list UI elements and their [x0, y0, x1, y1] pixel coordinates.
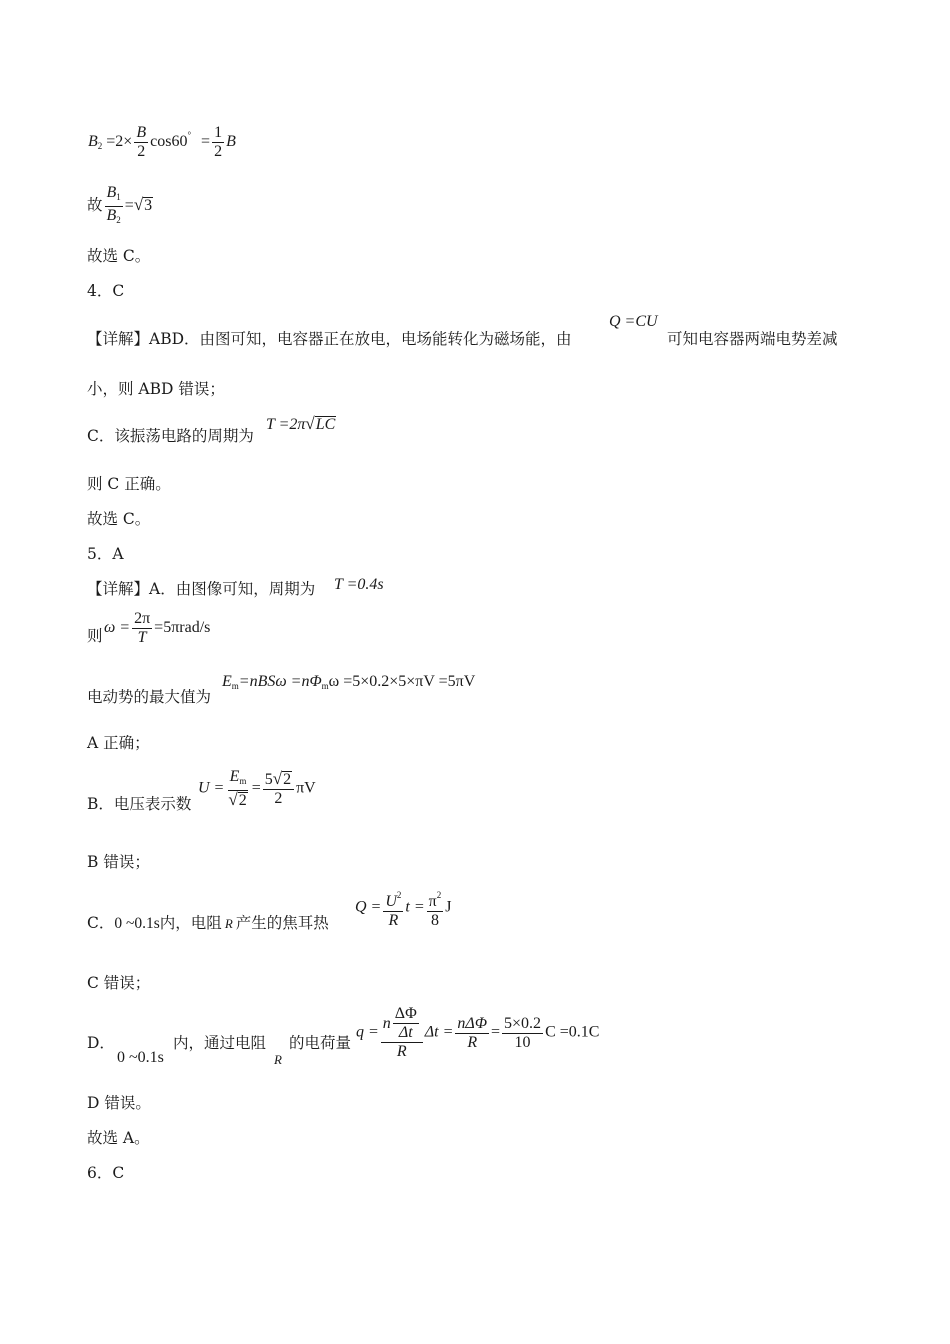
explanation-line: C 错误； — [87, 974, 151, 992]
eq-text: ω =5×0.2×5×πV =5πV — [328, 673, 476, 690]
frac-num: π — [428, 893, 437, 910]
text-span: 内，电阻 — [159, 914, 222, 932]
frac-den: T — [137, 629, 147, 646]
explanation-line: 则 — [87, 627, 103, 645]
fraction — [212, 124, 224, 161]
sqrt-body: 2 — [238, 792, 247, 809]
equation-heat — [355, 886, 451, 930]
frac-num: n — [382, 1014, 391, 1032]
explanation-line: A 正确； — [87, 734, 150, 752]
fraction — [383, 886, 403, 930]
equation-voltage — [198, 768, 316, 810]
eq-sup: 2 — [436, 890, 442, 900]
explanation-line: B．电压表示数 — [87, 795, 192, 813]
explanation-line: 小，则 ABD 错误； — [87, 380, 225, 398]
equation-omega — [104, 610, 210, 647]
eq-text: T =2π — [266, 416, 306, 433]
equation-charge — [356, 1005, 599, 1061]
text-span: 【详解】ABD．由图可知，电容器正在放电，电场能转化为磁场能，由 — [87, 330, 572, 348]
eq-text: = — [124, 197, 134, 215]
sqrt-symbol: √ — [272, 769, 283, 788]
explanation-line: 电动势的最大值为 — [87, 688, 212, 706]
frac-den: 10 — [514, 1033, 531, 1051]
fraction-inner — [393, 1005, 419, 1042]
fraction — [502, 1015, 543, 1052]
eq-var: R — [274, 1052, 282, 1067]
eq-text: =nBSω =nΦ — [238, 673, 322, 690]
frac-den: 2 — [137, 143, 146, 160]
question-number: 5．A — [87, 545, 124, 563]
answer-line: 故选 C。 — [87, 247, 151, 265]
sqrt-symbol: √ — [228, 790, 238, 809]
frac-num: 5 — [264, 771, 273, 788]
fraction — [263, 770, 294, 808]
equation-emf — [222, 673, 475, 691]
eq-text: C =0.1C — [545, 1023, 600, 1041]
eq-var: R — [224, 916, 233, 931]
frac-num: U — [385, 893, 397, 910]
question-number: 6．C — [87, 1164, 125, 1182]
equation-period — [266, 414, 336, 434]
fraction — [427, 886, 444, 930]
eq-sup: ° — [187, 130, 192, 141]
frac-den: Δt — [398, 1024, 413, 1041]
eq-text: =5πrad/s — [154, 619, 211, 637]
frac-num: 1 — [214, 124, 223, 141]
text-prefix: 故 — [87, 196, 103, 215]
frac-den: R — [396, 1043, 407, 1060]
eq-var: B — [88, 133, 98, 151]
eq-sub: 2 — [116, 215, 121, 225]
explanation-line: C．该振荡电路的周期为 — [87, 427, 254, 445]
sqrt-body: 2 — [283, 771, 292, 788]
sqrt-body: LC — [315, 416, 336, 433]
eq-sub: m — [231, 681, 239, 691]
frac-num: E — [229, 768, 240, 785]
explanation-line — [87, 913, 329, 934]
eq-text: Q = — [355, 898, 382, 916]
eq-text: = — [251, 779, 261, 797]
fraction — [455, 1015, 489, 1052]
explanation-line-tail: 的电荷量 — [289, 1034, 352, 1052]
frac-num: nΔΦ — [457, 1014, 487, 1032]
eq-text: J — [445, 898, 452, 916]
question-number: 4．C — [87, 282, 125, 300]
frac-num: 5×0.2 — [504, 1014, 542, 1032]
explanation-line: D 错误。 — [87, 1094, 151, 1112]
explanation-line: 【详解】A．由图像可知，周期为 — [87, 580, 316, 598]
sqrt-symbol: √ — [305, 414, 315, 433]
text-span: C． — [87, 914, 115, 932]
frac-den: B — [106, 207, 117, 224]
text-span: 产生的焦耳热 — [235, 914, 329, 932]
eq-text: q = — [356, 1023, 379, 1041]
frac-den: R — [467, 1033, 478, 1051]
eq-sub: m — [239, 776, 247, 786]
eq-text: ω = — [104, 619, 131, 637]
frac-den: 8 — [430, 912, 439, 929]
eq-range: 0 ~0.1s — [114, 915, 160, 932]
eq-text: Δt = — [424, 1023, 454, 1041]
equation-b2 — [88, 124, 236, 161]
eq-text: = — [491, 1023, 501, 1041]
eq-sub: 2 — [97, 141, 103, 152]
frac-num: 2π — [134, 610, 151, 627]
fraction — [132, 610, 152, 647]
equation-ratio — [87, 184, 153, 229]
fraction — [381, 1005, 423, 1061]
answer-line: 故选 C。 — [87, 510, 151, 528]
fraction — [105, 184, 123, 229]
frac-num: B — [136, 124, 147, 141]
eq-text: U = — [198, 779, 225, 797]
frac-den: 2 — [274, 790, 283, 807]
answer-line: 故选 A。 — [87, 1129, 150, 1147]
frac-num: ΔΦ — [394, 1005, 417, 1022]
eq-text: = — [201, 133, 211, 151]
eq-sup: 2 — [396, 890, 402, 900]
frac-num: B — [106, 184, 117, 201]
fraction — [134, 124, 148, 161]
eq-text: t = — [405, 898, 425, 916]
eq-sub: 1 — [116, 192, 121, 202]
sqrt-body: 3 — [144, 197, 153, 215]
equation-q-cu: Q =CU — [609, 313, 658, 330]
frac-den: R — [388, 912, 399, 929]
equation-period-value — [334, 576, 384, 594]
eq-var: E — [222, 673, 232, 690]
eq-range: 0 ~0.1s — [117, 1049, 164, 1066]
explanation-line: 则 C 正确。 — [87, 475, 171, 493]
explanation-line: D． — [87, 1034, 115, 1052]
eq-var: B — [226, 133, 236, 151]
fraction — [226, 768, 249, 810]
eq-text: cos60 — [150, 133, 188, 151]
eq-text: πV — [296, 779, 316, 797]
sqrt-symbol: √ — [133, 195, 144, 215]
explanation-line — [87, 329, 572, 349]
eq-sub: m — [321, 681, 329, 691]
eq-text: T =0.4s — [334, 576, 384, 593]
eq-text: =2× — [106, 133, 133, 151]
explanation-line: B 错误； — [87, 853, 150, 871]
explanation-line-tail: 可知电容器两端电势差减 — [667, 330, 838, 348]
frac-den: 2 — [214, 143, 223, 160]
explanation-line-mid: 内，通过电阻 — [173, 1034, 267, 1052]
